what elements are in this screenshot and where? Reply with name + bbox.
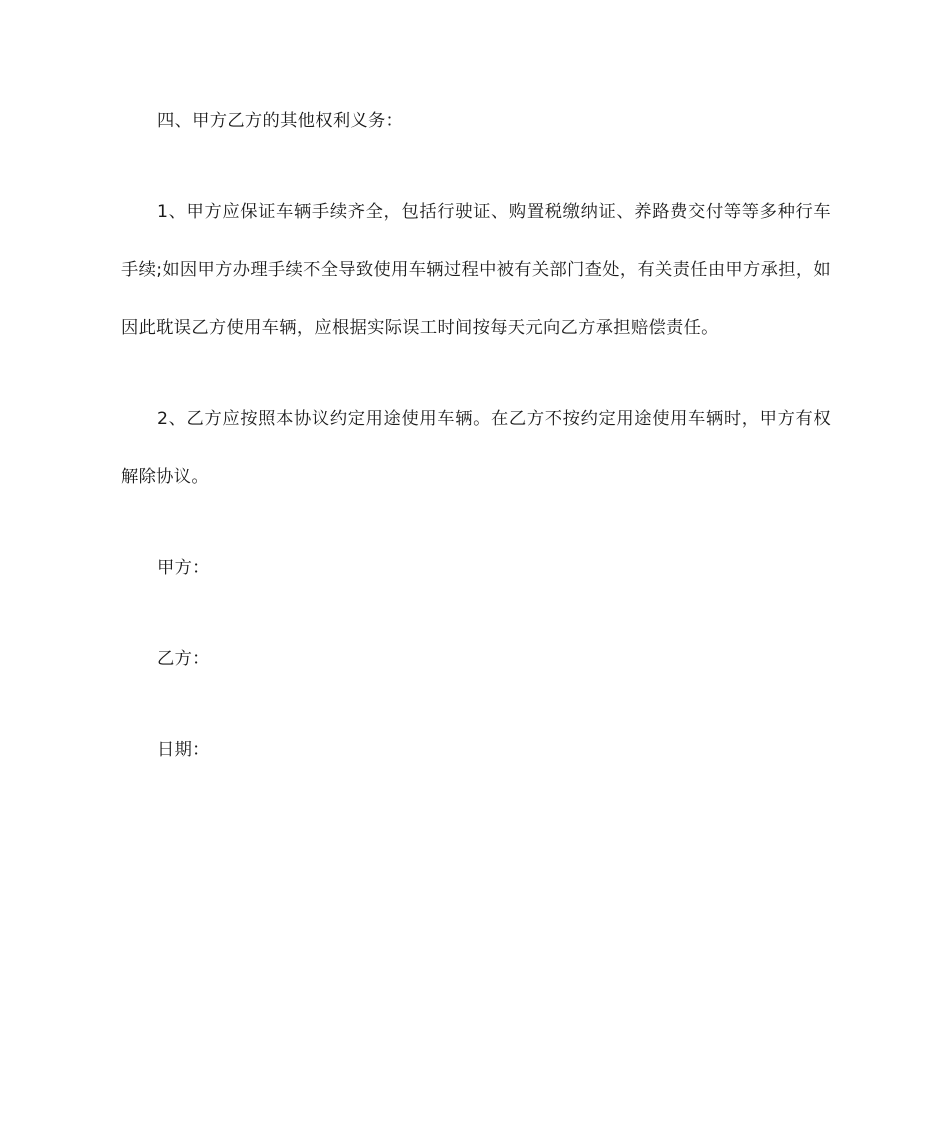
section-heading: 四、甲方乙方的其他权利义务： — [157, 111, 404, 131]
date-label: 日期： — [157, 740, 210, 760]
party-a-signature-label: 甲方： — [157, 558, 210, 578]
clause-1: 1、甲方应保证车辆手续齐全，包括行驶证、购置税缴纳证、养路费交付等等多种行车手续;如因甲方办理手续不全导致使用车辆过程中被有关部门查处，有关责任由甲方承担，如因此耽误乙方使用车辆，应根据实际误工时间按每天元向乙方承担赔偿责任。 — [121, 202, 831, 338]
document-body — [121, 92, 831, 812]
party-b-signature-label: 乙方： — [157, 649, 210, 669]
clause-2: 2、乙方应按照本协议约定用途使用车辆。在乙方不按约定用途使用车辆时，甲方有权解除协议。 — [121, 409, 831, 487]
